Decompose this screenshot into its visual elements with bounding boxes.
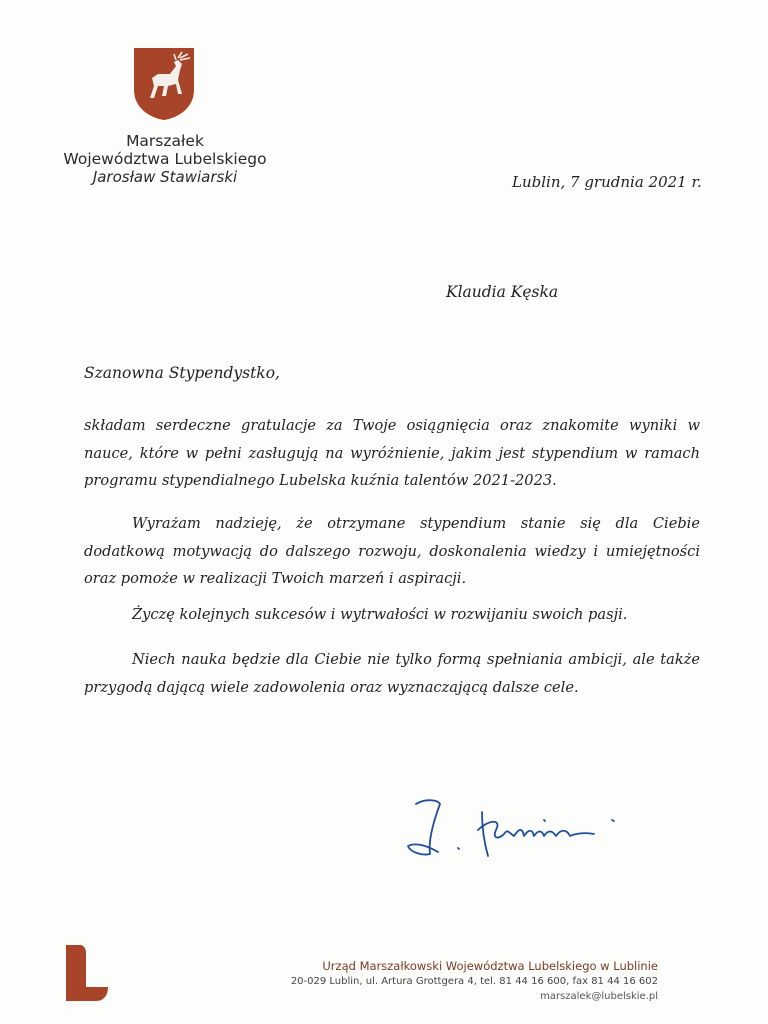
- handwritten-signature: [398, 790, 638, 870]
- paragraph-closing: [84, 646, 700, 701]
- paragraph-hope: [84, 510, 700, 593]
- sender-name: Jarosław Stawiarski: [92, 168, 238, 186]
- salutation: Szanowna Stypendystko,: [84, 364, 280, 382]
- letter-date: Lublin, 7 grudnia 2021 r.: [512, 173, 702, 191]
- paragraph-wishes: [84, 601, 700, 629]
- footer-email: marszalek@lubelskie.pl: [540, 991, 658, 1002]
- paragraph-text: Życzę kolejnych sukcesów i wytrwałości w rozwijaniu swoich pasji.: [132, 606, 628, 623]
- sender-title: Marszałek: [126, 132, 204, 150]
- lubelskie-logo-icon: [66, 945, 108, 1001]
- footer-address: 20-029 Lublin, ul. Artura Grottgera 4, tel. 81 44 16 600, fax 81 44 16 602: [290, 976, 658, 987]
- paragraph-text: Niech nauka będzie dla Ciebie nie tylko formą spełniania ambicji, ale także przygodą dającą wiele zadowolenia oraz wyznaczającą dalsze cele.: [84, 651, 700, 696]
- coat-of-arms-icon: [132, 46, 196, 122]
- sender-header: [60, 132, 270, 187]
- footer-organization: Urząd Marszałkowski Województwa Lubelskiego w Lublinie: [322, 959, 658, 973]
- recipient-name: Klaudia Kęska: [446, 283, 559, 301]
- paragraph-text: składam serdeczne gratulacje za Twoje osiągnięcia oraz znakomite wyniki w nauce, które w pełni zasługują na wyróżnienie, jakim jest stypendium w ramach programu stypendialnego Lubelska kuźnia talentów 2021-2023.: [84, 417, 700, 489]
- paragraph-text: Wyrażam nadzieję, że otrzymane stypendium stanie się dla Ciebie dodatkową motywacją do dalszego rozwoju, doskonalenia wiedzy i umiejętności oraz pomoże w realizacji Twoich marzeń i aspiracji.: [84, 515, 700, 587]
- footer-contact: [291, 958, 658, 1004]
- sender-region: Województwa Lubelskiego: [63, 150, 267, 168]
- paragraph-congratulations: [84, 412, 700, 495]
